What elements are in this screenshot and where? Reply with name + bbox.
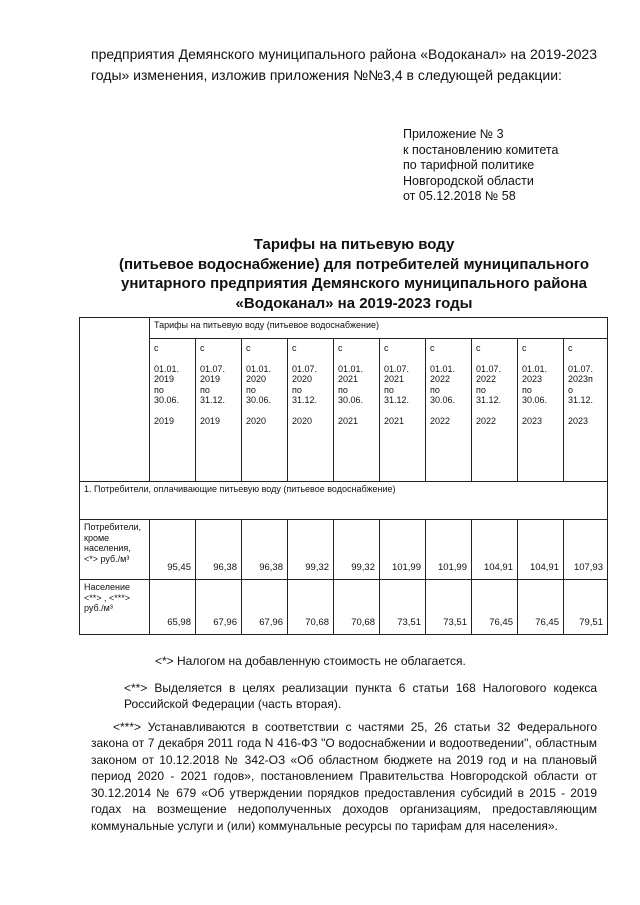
period-end-year: 2023	[522, 415, 543, 426]
tariff-value: 79,51	[564, 580, 608, 635]
period-end: 30.06.	[154, 395, 180, 405]
period-year: 2019	[154, 374, 175, 384]
tariff-value: 104,91	[518, 520, 564, 580]
period-c: с	[476, 343, 481, 353]
tariff-value: 65,98	[150, 580, 196, 635]
period-c: с	[200, 343, 205, 353]
title-line: «Водоканал» на 2019-2023 годы	[235, 294, 473, 312]
tariff-value: 107,93	[564, 520, 608, 580]
period-end: 31.12.	[476, 395, 502, 405]
period-c: с	[292, 343, 297, 353]
intro-paragraph: предприятия Демянского муниципального района «Водоканал» на 2019-2023 годы» изменения, изложив приложения №№3,4 в следующей редакции:	[91, 46, 597, 83]
tariff-value: 96,38	[242, 520, 288, 580]
row-label: Население <**> , <***> руб./м³	[80, 580, 150, 635]
period-header-cell	[380, 339, 426, 482]
period-po: по	[430, 384, 440, 395]
period-start: 01.07.	[200, 363, 226, 374]
title-line: унитарного предприятия Демянского муниципального района	[121, 275, 587, 292]
title-line: (питьевое водоснабжение) для потребителей муниципального	[119, 255, 589, 273]
period-c: с	[522, 343, 527, 353]
row-label: Потребители, кроме населения, <*> руб./м³	[80, 520, 150, 580]
period-header-cell	[472, 339, 518, 482]
table-row	[80, 520, 608, 580]
period-po: по	[154, 384, 164, 395]
period-end: 31.12.	[292, 395, 318, 405]
period-po: по	[292, 384, 302, 395]
period-end-year: 2019	[154, 415, 175, 426]
period-end: 30.06.	[246, 395, 272, 405]
appendix-line: по тарифной политике	[403, 158, 535, 172]
period-start: 01.07.	[292, 363, 318, 374]
period-header-cell	[150, 339, 196, 482]
period-year: 2021	[338, 374, 359, 384]
footnotes	[91, 653, 597, 834]
period-year: 2020	[292, 374, 313, 384]
tariff-value: 101,99	[426, 520, 472, 580]
period-c: с	[568, 343, 573, 353]
period-start: 01.07.	[384, 363, 410, 374]
tariff-value: 67,96	[242, 580, 288, 635]
period-end-year: 2023	[568, 415, 589, 426]
period-end-year: 2020	[292, 415, 313, 426]
appendix-line: Приложение № 3	[403, 127, 504, 141]
period-start: 01.01.	[154, 363, 180, 374]
period-year: 2023п	[568, 374, 593, 384]
period-year: 2020	[246, 374, 267, 384]
period-year: 2023	[522, 374, 543, 384]
period-start: 01.01.	[430, 363, 456, 374]
tariff-table	[79, 317, 608, 635]
period-start: 01.07.	[568, 363, 594, 374]
period-header-cell	[518, 339, 564, 482]
tariff-value: 95,45	[150, 520, 196, 580]
period-start: 01.01.	[522, 363, 548, 374]
period-c: с	[384, 343, 389, 353]
period-end: 31.12.	[384, 395, 410, 405]
footnote-2: <**> Выделяется в целях реализации пункта 6 статьи 168 Налогового кодекса Российской Федерации (часть вторая).	[124, 680, 597, 711]
period-year: 2022	[430, 374, 451, 384]
period-c: с	[430, 343, 435, 353]
period-end-year: 2022	[476, 415, 497, 426]
period-end-year: 2021	[338, 415, 359, 426]
table-group-header: Тарифы на питьевую воду (питьевое водоснабжение)	[150, 318, 608, 339]
period-start: 01.07.	[476, 363, 502, 374]
table-corner-cell	[80, 318, 150, 482]
tariff-value: 70,68	[334, 580, 380, 635]
tariff-value: 70,68	[288, 580, 334, 635]
period-po: по	[246, 384, 256, 395]
period-year: 2019	[200, 374, 221, 384]
period-c: с	[154, 343, 159, 353]
period-end: 30.06.	[338, 395, 364, 405]
period-po: по	[200, 384, 210, 395]
tariff-value: 96,38	[196, 520, 242, 580]
period-header-cell	[334, 339, 380, 482]
tariff-value: 73,51	[426, 580, 472, 635]
footnote-3-text: Устанавливаются в соответствии с частями 25, 26 статьи 32 Федерального закона от 7 декабря 2011 года N 416-ФЗ "О водоснабжении и водоотведении", областным законом от 10.12.2018 № 342-ОЗ «Об областном бюджете на 2019 год и на плановый период 2020 - 2021 годов», постановлением Правительства Новгородской области от 30.12.2014 № 679 «Об утверждении порядков предоставления субсидий в 2015 - 2019 годах на возмещение недополученных доходов организациям, предоставляющим коммунальные услуги и (или) коммунальные ресурсы по тарифам для населения».	[91, 719, 597, 833]
period-end: 31.12.	[568, 395, 594, 405]
tariff-value: 76,45	[472, 580, 518, 635]
period-year: 2021	[384, 374, 405, 384]
period-header-cell	[564, 339, 608, 482]
period-po: по	[384, 384, 394, 395]
period-year: 2022	[476, 374, 497, 384]
appendix-line: от 05.12.2018 № 58	[403, 189, 516, 203]
period-c: с	[246, 343, 251, 353]
appendix-line: Новгородской области	[403, 173, 534, 188]
period-end-year: 2020	[246, 415, 267, 426]
tariff-value: 67,96	[196, 580, 242, 635]
tariff-value: 73,51	[380, 580, 426, 635]
period-c: с	[338, 343, 343, 353]
footnote-3-marker: <***>	[113, 719, 142, 734]
table-row	[80, 580, 608, 635]
period-end-year: 2019	[200, 415, 221, 426]
period-po: по	[338, 384, 348, 395]
document-title	[60, 235, 640, 313]
table-section-label: 1. Потребители, оплачивающие питьевую воду (питьевое водоснабжение)	[80, 482, 608, 520]
period-po: по	[476, 384, 486, 395]
appendix-reference	[403, 127, 558, 205]
period-header-cell	[196, 339, 242, 482]
tariff-value: 99,32	[334, 520, 380, 580]
tariff-value: 99,32	[288, 520, 334, 580]
period-end: 31.12.	[200, 395, 226, 405]
footnote-1: <*> Налогом на добавленную стоимость не облагается.	[155, 654, 466, 668]
period-po: по	[522, 384, 532, 395]
appendix-line: к постановлению комитета	[403, 142, 559, 157]
tariff-value: 101,99	[380, 520, 426, 580]
period-start: 01.01.	[246, 363, 272, 374]
period-header-row	[80, 339, 608, 482]
period-header-cell	[242, 339, 288, 482]
period-po: о	[568, 384, 574, 395]
period-end: 30.06.	[430, 395, 456, 405]
period-end-year: 2022	[430, 415, 451, 426]
period-end: 30.06.	[522, 395, 548, 405]
period-header-cell	[426, 339, 472, 482]
period-header-cell	[288, 339, 334, 482]
tariff-value: 104,91	[472, 520, 518, 580]
period-end-year: 2021	[384, 415, 405, 426]
footnote-3	[91, 719, 597, 835]
period-start: 01.01.	[338, 363, 364, 374]
title-line: Тарифы на питьевую воду	[253, 236, 455, 253]
tariff-value: 76,45	[518, 580, 564, 635]
